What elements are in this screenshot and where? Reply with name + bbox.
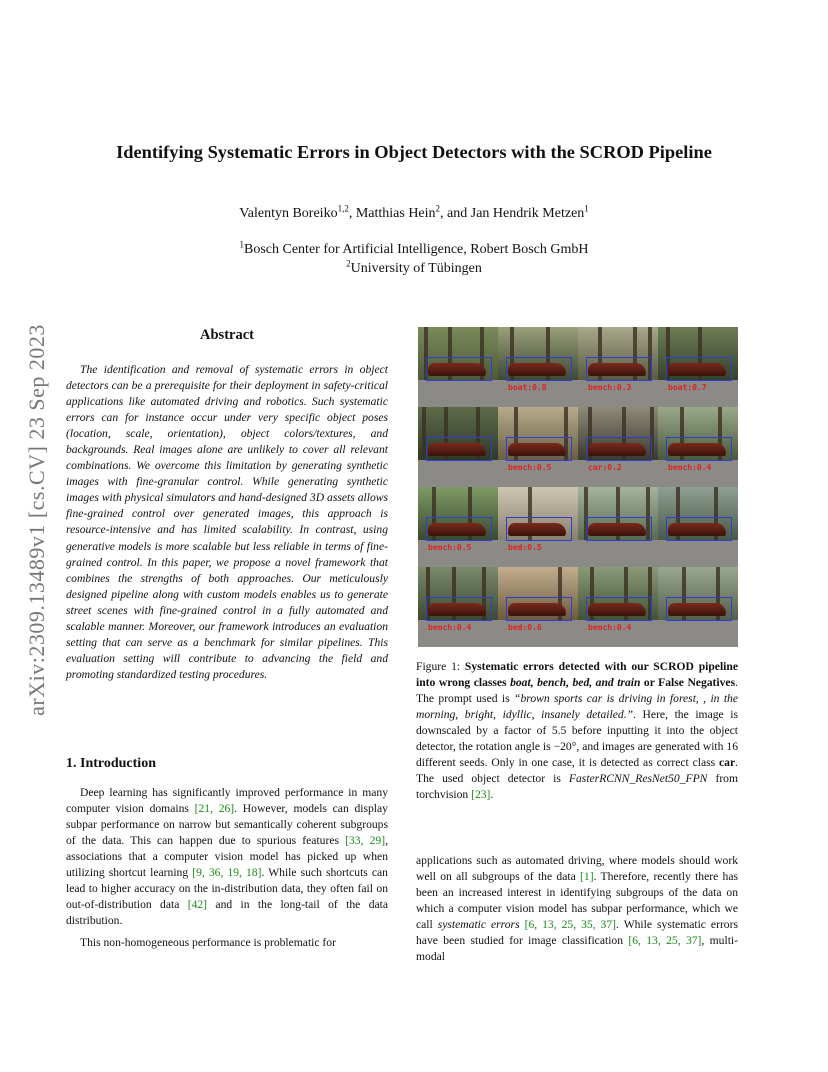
- bounding-box: [426, 437, 492, 461]
- affiliation-1: $^1$Bosch Center for Artificial Intelligence, Robert Bosch GmbH: [239, 239, 589, 257]
- detection-label: boat:0.7: [668, 383, 707, 392]
- bounding-box: [666, 597, 732, 621]
- bounding-box: [506, 597, 572, 621]
- figure-tile: [418, 487, 498, 567]
- figure-tile: [498, 407, 578, 487]
- author-name: Matthias Hein: [355, 206, 436, 221]
- citation-link[interactable]: [42]: [187, 898, 208, 912]
- bounding-box: [666, 357, 732, 381]
- citation-link[interactable]: [21, 26]: [194, 802, 235, 816]
- detection-label: bench:0.4: [428, 623, 472, 632]
- bounding-box: [426, 597, 492, 621]
- figure-tile: [498, 567, 578, 647]
- section-heading-introduction: 1. Introduction: [66, 756, 156, 771]
- abstract-text: The identification and removal of systematic errors in object detectors can be a prerequisite for their deployment in safety-critical applications like automated driving and robotics. Such systematic errors can for instance occur under very specific object poses (location, scale, orientation), object colors/textures, and backgrounds. Real images alone are unlikely to cover all relevant combinations. We overcome this limitation by generating synthetic images with fine-granular control. While generating synthetic images with physical simulators and hand-designed 3D assets allows fine-grained control over generated images, this approach is resource-intensive and has limited scalability. In contrast, using generative models is more scalable but less reliable in terms of fine-grained control. In this paper, we propose a novel framework that combines the strengths of both approaches. Our meticulously designed pipeline along with custom models enables us to generate street scenes with fine-grained control in a fully automated and scalable manner. Moreover, our framework introduces an evaluation setting that can serve as a benchmark for similar pipelines. This evaluation setting will contribute to advancing the field and promoting standardized testing procedures.: [66, 363, 388, 681]
- author-list: Valentyn Boreiko$^{1,2}$, Matthias Hein$^2$, and Jan Hendrik Metzen$^1$: [239, 203, 589, 221]
- figure-tile: [658, 487, 738, 567]
- arxiv-sidebar: [20, 280, 54, 760]
- detection-label: car:0.2: [588, 463, 622, 472]
- right-column-text: applications such as automated driving, where models should work well on all subgroups of the data [1]. Therefore, recently there has been an increased interest in identifying subgroups of the data on which a computer vision model has subpar performance, which we call systematic errors [6, 13, 25, 35, 37]. While systematic errors have been studied for image classification [6, 13, 25, 37], multi-modal: [416, 854, 738, 964]
- figure-tile: [418, 327, 498, 407]
- detection-label: bed:0.5: [508, 543, 542, 552]
- figure-tile: [578, 567, 658, 647]
- bounding-box: [506, 437, 572, 461]
- bounding-box: [586, 357, 652, 381]
- figure-tile: [578, 407, 658, 487]
- detection-label: bench:0.4: [668, 463, 712, 472]
- citation-link[interactable]: [6, 13, 25, 37]: [628, 934, 702, 948]
- figure-tile: [498, 487, 578, 567]
- detection-label: bench:0.5: [428, 543, 472, 552]
- bounding-box: [426, 517, 492, 541]
- detection-label: boat:0.8: [508, 383, 547, 392]
- bounding-box: [586, 437, 652, 461]
- bounding-box: [506, 517, 572, 541]
- author-name: Jan Hendrik Metzen: [470, 206, 585, 221]
- detection-label: bench:0.3: [588, 383, 632, 392]
- citation-link[interactable]: [33, 29]: [345, 834, 386, 848]
- bounding-box: [426, 357, 492, 381]
- arxiv-identifier: arXiv:2309.13489v1 [cs.CV] 23 Sep 2023: [24, 324, 49, 716]
- detection-label: bench:0.5: [508, 463, 552, 472]
- bounding-box: [586, 517, 652, 541]
- author-name: Valentyn Boreiko: [239, 206, 338, 221]
- figure-tile: [418, 567, 498, 647]
- affiliation-2: $^2$University of Tübingen: [346, 258, 482, 276]
- citation-link[interactable]: [23]: [471, 788, 491, 802]
- figure-tile: [418, 407, 498, 487]
- detection-label: bench:0.4: [588, 623, 632, 632]
- abstract-heading: Abstract: [200, 327, 254, 343]
- introduction-body: [66, 785, 388, 957]
- figure-tile: [658, 407, 738, 487]
- citation-link[interactable]: [1]: [580, 870, 594, 884]
- figure-tile: [658, 327, 738, 407]
- paper-title: Identifying Systematic Errors in Object Detectors with the SCROD Pipeline: [116, 142, 712, 162]
- bounding-box: [506, 357, 572, 381]
- figure-1-image-grid: [418, 327, 738, 647]
- detection-label: bed:0.6: [508, 623, 542, 632]
- figure-1-caption: Figure 1: Systematic errors detected with our SCROD pipeline into wrong classes boat, bench, bed, and train or False Negatives. The prompt used is “brown sports car is driving in forest, , in the morning, bright, idyllic, insanely detailed.”. Here, the image is downscaled by a factor of 5.5 before inputting it into the object detector, the rotation angle is −20°, and images are generated with 16 different seeds. Only in one case, it is detected as correct class car. The used object detector is FasterRCNN_ResNet50_FPN from torchvision [23].: [416, 660, 739, 802]
- figure-tile: [578, 327, 658, 407]
- intro-paragraph-1: Deep learning has significantly improved performance in many computer vision domains [21, 26]. However, models can display subpar performance on narrow but semantically coherent subgroups of the data. This can happen due to spurious features [33, 29], associations that a computer vision model has picked up when utilizing shortcut learning [9, 36, 19, 18]. While such shortcuts can lead to higher accuracy on the in-distribution data, they often fail on out-of-distribution data [42] and in the long-tail of the data distribution.: [66, 786, 389, 928]
- bounding-box: [666, 437, 732, 461]
- citation-link[interactable]: [6, 13, 25, 35, 37]: [524, 918, 617, 932]
- figure-tile: [498, 327, 578, 407]
- figure-tile: [578, 487, 658, 567]
- affiliations: [0, 240, 828, 278]
- figure-tile: [658, 567, 738, 647]
- bounding-box: [666, 517, 732, 541]
- citation-link[interactable]: [9, 36, 19, 18]: [192, 866, 262, 880]
- intro-paragraph-2: This non-homogeneous performance is problematic for: [80, 936, 336, 950]
- bounding-box: [586, 597, 652, 621]
